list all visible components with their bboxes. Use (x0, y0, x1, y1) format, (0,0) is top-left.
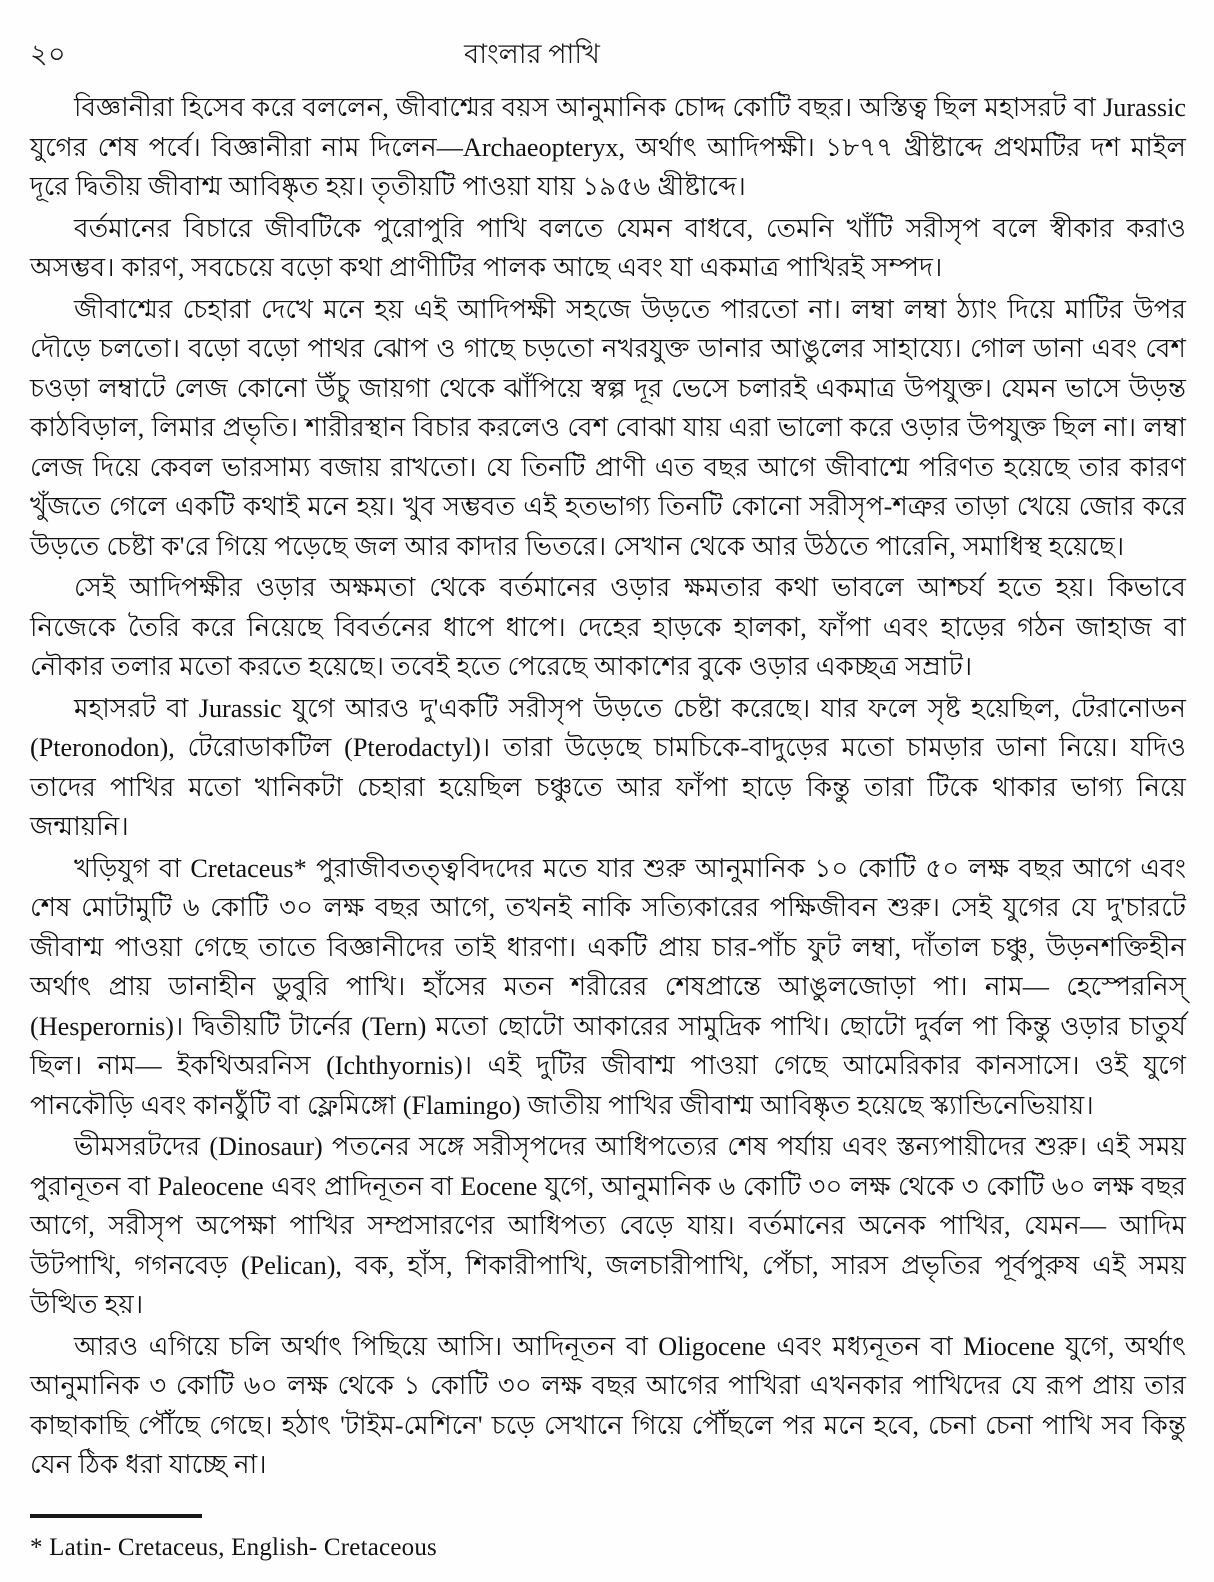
paragraph: সেই আদিপক্ষীর ওড়ার অক্ষমতা থেকে বর্তমানের ওড়ার ক্ষমতার কথা ভাবলে আশ্চর্য হতে হয়। কিভাবে নিজেকে তৈরি করে নিয়েছে বিবর্তনের ধাপে ধাপে। দেহের হাড়কে হালকা, ফাঁপা এবং হাড়ের গঠন জাহাজ বা নৌকার তলার মতো করতে হয়েছে। তবেই হতে পেরেছে আকাশের বুকে ওড়ার একচ্ছত্র সম্রাট। (30, 573, 1186, 681)
paragraph: খড়িযুগ বা Cretaceus* পুরাজীবতত্ত্ববিদদের মতে যার শুরু আনুমানিক ১০ কোটি ৫০ লক্ষ বছর আগে এবং শেষ মোটামুটি ৬ কোটি ৩০ লক্ষ বছর আগে, তখনই নাকি সত্যিকারের পক্ষিজীবন শুরু। সেই যুগের যে দু'চারটে জীবাশ্ম পাওয়া গেছে তাতে বিজ্ঞানীদের তাই ধারণা। একটি প্রায় চার-পাঁচ ফুট লম্বা, দাঁতাল চঞ্চু, উড়নশক্তিহীন অর্থাৎ প্রায় ডানাহীন ডুবুরি পাখি। হাঁসের মতন শরীরের শেষপ্রান্তে আঙুলজোড়া পা। নাম— হেস্পেরনিস্ (Hesperornis)। দ্বিতীয়টি টার্নের (Tern) মতো ছোটো আকারের সামুদ্রিক পাখি। ছোটো দুর্বল পা কিন্তু ওড়ার চাতুর্য ছিল। নাম— ইকথিঅরনিস (Ichthyornis)। এই দুটির জীবাশ্ম পাওয়া গেছে আমেরিকার কানসাসে। ওই যুগে পানকৌড়ি এবং কানঠুঁটি বা ফ্লেমিঙ্গো (Flamingo) জাতীয় পাখির জীবাশ্ম আবিষ্কৃত হয়েছে স্ক্যান্ডিনেভিয়ায়। (30, 853, 1186, 1120)
running-head (0, 34, 1214, 74)
paragraph: ভীমসরটদের (Dinosaur) পতনের সঙ্গে সরীসৃপদের আধিপত্যের শেষ পর্যায় এবং স্তন্যপায়ীদের শুরু। এই সময় পুরানূতন বা Paleocene এবং প্রাদিনূতন বা Eocene যুগে, আনুমানিক ৬ কোটি ৩০ লক্ষ থেকে ৩ কোটি ৬০ লক্ষ বছর আগে, সরীসৃপ অপেক্ষা পাখির সম্প্রসারণের আধিপত্য বেড়ে যায়। বর্তমানের অনেক পাখির, যেমন— আদিম উটপাখি, গগনবেড় (Pelican), বক, হাঁস, শিকারীপাখি, জলচারীপাখি, পেঁচা, সারস প্রভৃতির পূর্বপুরুষ এই সময় উত্থিত হয়। (30, 1132, 1186, 1319)
footnote-text: * Latin- Cretaceus, English- Cretaceous (30, 1534, 437, 1561)
footnote-separator-rule (30, 1514, 202, 1518)
paragraph: বর্তমানের বিচারে জীবটিকে পুরোপুরি পাখি বলতে যেমন বাধবে, তেমনি খাঁটি সরীসৃপ বলে স্বীকার করাও অসম্ভব। কারণ, সবচেয়ে বড়ো কথা প্রাণীটির পালক আছে এবং যা একমাত্র পাখিরই সম্পদ। (30, 213, 1186, 282)
paragraph: জীবাশ্মের চেহারা দেখে মনে হয় এই আদিপক্ষী সহজে উড়তে পারতো না। লম্বা লম্বা ঠ্যাং দিয়ে মাটির উপর দৌড়ে চলতো। বড়ো বড়ো পাথর ঝোপ ও গাছে চড়তো নখরযুক্ত ডানার আঙুলের সাহায্যে। গোল ডানা এবং বেশ চওড়া লম্বাটে লেজ কোনো উঁচু জায়গা থেকে ঝাঁপিয়ে স্বল্প দূর ভেসে চলারই একমাত্র উপযুক্ত। যেমন ভাসে উড়ন্ত কাঠবিড়াল, লিমার প্রভৃতি। শারীরস্থান বিচার করলেও বেশ বোঝা যায় এরা ভালো করে ওড়ার উপযুক্ত ছিল না। লম্বা লেজ দিয়ে কেবল ভারসাম্য বজায় রাখতো। যে তিনটি প্রাণী এত বছর আগে জীবাশ্মে পরিণত হয়েছে তার কারণ খুঁজতে গেলে একটি কথাই মনে হয়। খুব সম্ভবত এই হতভাগ্য তিনটি কোনো সরীসৃপ-শত্রুর তাড়া খেয়ে জোর করে উড়তে চেষ্টা ক'রে গিয়ে পড়েছে জল আর কাদার ভিতরে। সেখান থেকে আর উঠতে পারেনি, সমাধিস্থ হয়েছে। (30, 294, 1186, 561)
page-number: ২০ (30, 39, 67, 69)
paragraph: মহাসরট বা Jurassic যুগে আরও দু'একটি সরীসৃপ উড়তে চেষ্টা করেছে। যার ফলে সৃষ্ট হয়েছিল, টেরানোডন (Pteronodon), টেরোডাকটিল (Pterodactyl)। তারা উড়েছে চামচিকে-বাদুড়ের মতো চামড়ার ডানা নিয়ে। যদিও তাদের পাখির মতো খানিকটা চেহারা হয়েছিল চঞ্চুতে আর ফাঁপা হাড়ে কিন্তু তারা টিকে থাকার ভাগ্য নিয়ে জন্মায়নি। (30, 693, 1186, 841)
book-title: বাংলার পাখি (464, 39, 600, 69)
body-text (30, 88, 1186, 1485)
paragraph: আরও এগিয়ে চলি অর্থাৎ পিছিয়ে আসি। আদিনূতন বা Oligocene এবং মধ্যনূতন বা Miocene যুগে, অর্থাৎ আনুমানিক ৩ কোটি ৬০ লক্ষ থেকে ১ কোটি ৩০ লক্ষ বছর আগের পাখিরা এখনকার পাখিদের যে রূপ প্রায় তার কাছাকাছি পৌঁছে গেছে। হঠাৎ 'টাইম-মেশিনে' চড়ে সেখানে গিয়ে পৌঁছলে পর মনে হবে, চেনা চেনা পাখি সব কিন্তু যেন ঠিক ধরা যাচ্ছে না। (30, 1331, 1186, 1479)
footnote (30, 1514, 1186, 1564)
paragraph: বিজ্ঞানীরা হিসেব করে বললেন, জীবাশ্মের বয়স আনুমানিক চোদ্দ কোটি বছর। অস্তিত্ব ছিল মহাসরট বা Jurassic যুগের শেষ পর্বে। বিজ্ঞানীরা নাম দিলেন—Archaeopteryx, অর্থাৎ আদিপক্ষী। ১৮৭৭ খ্রীষ্টাব্দে প্রথমটির দশ মাইল দূরে দ্বিতীয় জীবাশ্ম আবিষ্কৃত হয়। তৃতীয়টি পাওয়া যায় ১৯৫৬ খ্রীষ্টাব্দে। (30, 93, 1186, 201)
